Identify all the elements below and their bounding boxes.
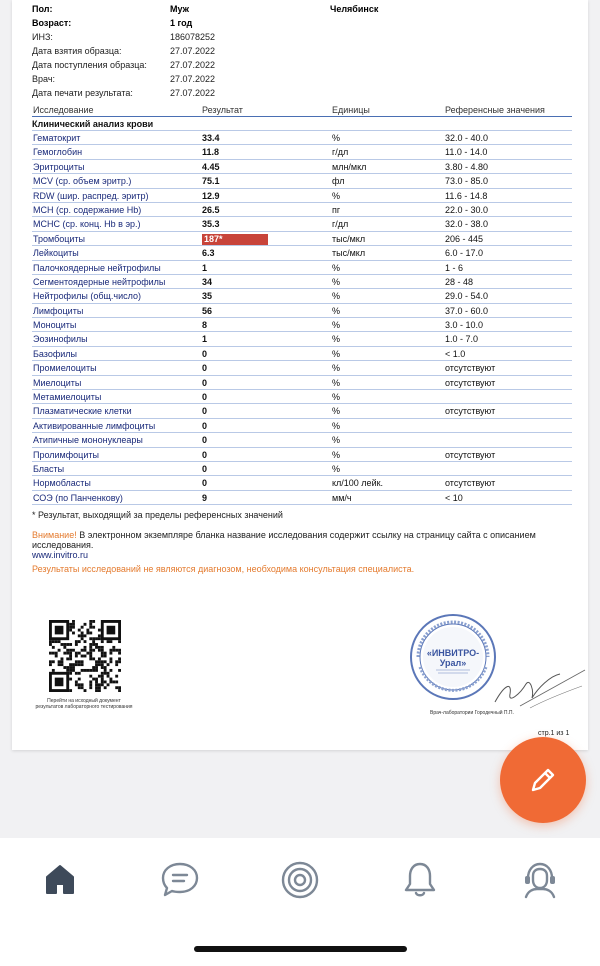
table-row: [32, 476, 572, 490]
patient-info-label: ИНЗ:: [32, 32, 53, 42]
unit: %: [332, 262, 341, 273]
result-value: 6.3: [202, 248, 215, 259]
test-name-link[interactable]: Нормобласты: [33, 478, 91, 489]
patient-info-value: Муж: [170, 4, 189, 14]
test-name-link[interactable]: Сегментоядерные нейтрофилы: [33, 276, 166, 287]
test-name-link[interactable]: Атипичные мононуклеары: [33, 435, 143, 446]
unit: %: [332, 363, 341, 374]
qr-code[interactable]: [49, 620, 121, 692]
table-header: [32, 103, 572, 117]
bottom-tab-bar: [0, 838, 600, 966]
patient-info-extra: [330, 58, 530, 72]
unit: тыс/мкл: [332, 233, 366, 244]
test-name-link[interactable]: Нейтрофилы (общ.число): [33, 291, 141, 302]
reference-range: 3.0 - 10.0: [445, 320, 484, 331]
table-row: [32, 275, 572, 289]
table-row: [32, 232, 572, 246]
reference-range: 28 - 48: [445, 276, 474, 287]
unit: %: [332, 190, 341, 201]
patient-info-value: 27.07.2022: [170, 60, 216, 70]
tab-target[interactable]: [270, 858, 330, 902]
patient-info-label: Дата поступления образца:: [32, 60, 147, 70]
result-value: 12.9: [202, 190, 220, 201]
unit: %: [332, 449, 341, 460]
result-value: 35.3: [202, 219, 220, 230]
tab-support[interactable]: [510, 858, 570, 902]
results-table: [32, 103, 572, 505]
reference-range: 32.0 - 38.0: [445, 219, 489, 230]
reference-range: 32.0 - 40.0: [445, 133, 489, 143]
table-row: [32, 332, 572, 346]
test-name-link[interactable]: Миелоциты: [33, 377, 82, 388]
test-name-link[interactable]: Тромбоциты: [33, 233, 86, 244]
table-row: [32, 448, 572, 462]
patient-info-extra: Челябинск: [330, 4, 379, 14]
reference-range: отсутствуют: [445, 377, 496, 388]
result-value: 35: [202, 291, 213, 302]
result-value: 0: [202, 463, 208, 474]
result-value: 56: [202, 305, 213, 316]
site-link[interactable]: www.invitro.ru: [32, 550, 89, 560]
test-name-link[interactable]: Эритроциты: [33, 161, 85, 172]
out-of-range-result: 187*: [202, 234, 268, 245]
test-name-link[interactable]: Моноциты: [33, 320, 77, 331]
test-name-link[interactable]: Плазматические клетки: [33, 406, 132, 417]
result-value: 0: [202, 392, 208, 403]
signature: [490, 664, 590, 714]
test-name-link[interactable]: Эозинофилы: [33, 334, 88, 345]
table-row: [32, 433, 572, 447]
disclaimer: Результаты исследований не являются диагнозом, необходима консультация специалиста.: [32, 564, 415, 574]
result-value: 8: [202, 320, 208, 331]
unit: %: [332, 276, 341, 287]
result-value: 26.5: [202, 204, 220, 215]
patient-info-extra: [330, 86, 530, 100]
header-reference: Референсные значения: [445, 105, 545, 115]
table-row: [32, 174, 572, 188]
test-name-link[interactable]: Палочкоядерные нейтрофилы: [33, 262, 161, 273]
table-row: [32, 361, 572, 375]
table-row: [32, 145, 572, 159]
patient-info-value: 27.07.2022: [170, 88, 216, 98]
reference-range: 11.0 - 14.0: [445, 147, 488, 158]
table-row: [32, 261, 572, 275]
warning-label: Внимание!: [32, 530, 77, 540]
unit: мм/ч: [332, 492, 352, 503]
pencil-icon: [527, 764, 559, 796]
home-indicator: [194, 946, 407, 952]
unit: %: [332, 463, 341, 474]
reference-range: [445, 433, 572, 446]
test-name-link[interactable]: Бласты: [33, 463, 65, 474]
result-value: 0: [202, 348, 208, 359]
test-name-link[interactable]: Промиелоциты: [33, 363, 97, 374]
patient-info-row: [32, 58, 572, 72]
patient-info-row: [32, 86, 572, 100]
seal-stamp: [408, 612, 498, 702]
reference-range: [445, 419, 572, 432]
reference-range: отсутствуют: [445, 406, 496, 417]
patient-info-label: Дата взятия образца:: [32, 46, 122, 56]
svg-text:Урал»: Урал»: [439, 658, 467, 668]
table-row: [32, 289, 572, 303]
test-name-link[interactable]: MCHC (ср. конц. Hb в эр.): [33, 219, 141, 230]
result-value: 75.1: [202, 176, 220, 187]
test-name-link[interactable]: Метамиелоциты: [33, 392, 102, 403]
unit: пг: [332, 204, 341, 215]
unit: %: [332, 435, 341, 446]
table-row: [32, 462, 572, 476]
unit: тыс/мкл: [332, 248, 366, 259]
signature-caption: Врач-лаборатории Городечный П.П.: [430, 710, 514, 716]
result-value: 1: [202, 334, 208, 345]
test-name-link[interactable]: Гемоглобин: [33, 147, 83, 158]
table-body: [32, 131, 572, 505]
result-value: 0: [202, 435, 208, 446]
home-icon: [42, 862, 78, 898]
result-value: 0: [202, 377, 208, 388]
unit: фл: [332, 176, 345, 187]
result-value: 4.45: [202, 161, 220, 172]
reference-range: < 1.0: [445, 348, 466, 359]
test-name-link[interactable]: СОЭ (по Панченкову): [33, 492, 123, 503]
unit: %: [332, 377, 341, 388]
table-row: [32, 131, 572, 145]
patient-info-row: [32, 30, 572, 44]
support-icon: [520, 860, 560, 900]
page-number: стр.1 из 1: [538, 730, 570, 737]
patient-info-row: [32, 16, 572, 30]
unit: %: [332, 392, 341, 403]
table-row: [32, 376, 572, 390]
svg-text:«ИНВИТРО-: «ИНВИТРО-: [426, 648, 480, 658]
header-result: Результат: [202, 105, 243, 115]
unit: %: [332, 305, 341, 316]
reference-range: 11.6 - 14.8: [445, 190, 488, 201]
unit: %: [332, 291, 341, 302]
table-row: [32, 318, 572, 332]
edit-fab-button[interactable]: [500, 737, 586, 823]
unit: млн/мкл: [332, 161, 367, 172]
reference-range: [445, 390, 572, 403]
table-row: [32, 404, 572, 418]
patient-info-extra: [330, 30, 530, 44]
footnote: * Результат, выходящий за пределы референсных значений: [32, 510, 283, 520]
table-row: [32, 304, 572, 318]
result-value: 0: [202, 449, 208, 460]
reference-range: отсутствуют: [445, 478, 496, 489]
test-name-link[interactable]: RDW (шир. распред. эритр): [33, 190, 149, 201]
unit: %: [332, 420, 341, 431]
result-value: 0: [202, 420, 208, 431]
patient-info: [32, 2, 572, 100]
table-row: [32, 491, 572, 505]
table-row: [32, 419, 572, 433]
test-name-link[interactable]: Пролимфоциты: [33, 449, 99, 460]
table-row: [32, 246, 572, 260]
table-row: [32, 189, 572, 203]
warning-body: В электронном экземпляре бланка название исследования содержит ссылку на страницу сайта с описанием исследования.: [32, 530, 536, 550]
unit: г/дл: [332, 219, 349, 230]
header-unit: Единицы: [332, 105, 370, 115]
header-test: Исследование: [33, 105, 94, 115]
reference-range: 3.80 - 4.80: [445, 161, 489, 172]
reference-range: 1.0 - 7.0: [445, 334, 479, 345]
reference-range: отсутствуют: [445, 449, 496, 460]
unit: кл/100 лейк.: [332, 478, 384, 489]
patient-info-extra: [330, 72, 530, 86]
reference-range: отсутствуют: [445, 363, 496, 374]
patient-info-value: 27.07.2022: [170, 74, 216, 84]
patient-info-value: 186078252: [170, 32, 216, 42]
warning-text: [32, 530, 572, 560]
patient-info-label: Врач:: [32, 74, 56, 84]
table-row: [32, 217, 572, 231]
unit: %: [332, 334, 341, 345]
test-name-link[interactable]: MCV (ср. объем эритр.): [33, 176, 132, 187]
chat-icon: [160, 861, 200, 899]
target-icon: [280, 860, 320, 900]
tab-chat[interactable]: [150, 858, 210, 902]
test-name-link[interactable]: Активированные лимфоциты: [33, 420, 156, 431]
section-title: Клинический анализ крови: [32, 117, 572, 131]
unit: %: [332, 406, 341, 417]
patient-info-label: Пол:: [32, 4, 53, 14]
patient-info-extra: [330, 16, 530, 30]
reference-range: 22.0 - 30.0: [445, 204, 489, 215]
reference-range: 206 - 445: [445, 233, 484, 244]
reference-range: 6.0 - 17.0: [445, 248, 484, 259]
unit: %: [332, 320, 341, 331]
tab-home[interactable]: [30, 858, 90, 902]
unit: %: [332, 133, 341, 143]
tab-notifications[interactable]: [390, 858, 450, 902]
result-value: 9: [202, 492, 208, 503]
table-row: [32, 347, 572, 361]
patient-info-label: Дата печати результата:: [32, 88, 133, 98]
result-value: [202, 232, 332, 245]
reference-range: 1 - 6: [445, 262, 464, 273]
result-value: 0: [202, 363, 208, 374]
patient-info-label: Возраст:: [32, 18, 72, 28]
result-value: 0: [202, 478, 208, 489]
reference-range: 37.0 - 60.0: [445, 305, 489, 316]
table-row: [32, 390, 572, 404]
unit: %: [332, 348, 341, 359]
reference-range: 29.0 - 54.0: [445, 291, 489, 302]
table-row: [32, 160, 572, 174]
reference-range: 73.0 - 85.0: [445, 176, 489, 187]
test-name-link[interactable]: Лимфоциты: [33, 305, 84, 316]
result-value: 33.4: [202, 133, 220, 143]
patient-info-row: [32, 2, 572, 16]
qr-caption: Перейти на исходный документ результатов лабораторного тестирования: [35, 698, 133, 710]
result-value: 34: [202, 276, 213, 287]
test-name-link[interactable]: Гематокрит: [33, 133, 81, 143]
patient-info-row: [32, 72, 572, 86]
result-value: 1: [202, 262, 208, 273]
bell-icon: [402, 860, 438, 900]
patient-info-value: 27.07.2022: [170, 46, 216, 56]
lab-result-document: [12, 0, 588, 750]
reference-range: [445, 462, 572, 475]
table-row: [32, 203, 572, 217]
reference-range: < 10: [445, 492, 463, 503]
test-name-link[interactable]: MCH (ср. содержание Hb): [33, 204, 142, 215]
result-value: 0: [202, 406, 208, 417]
test-name-link[interactable]: Базофилы: [33, 348, 77, 359]
patient-info-row: [32, 44, 572, 58]
test-name-link[interactable]: Лейкоциты: [33, 248, 79, 259]
patient-info-extra: [330, 44, 530, 58]
unit: г/дл: [332, 147, 349, 158]
result-value: 11.8: [202, 147, 220, 158]
patient-info-value: 1 год: [170, 18, 193, 28]
